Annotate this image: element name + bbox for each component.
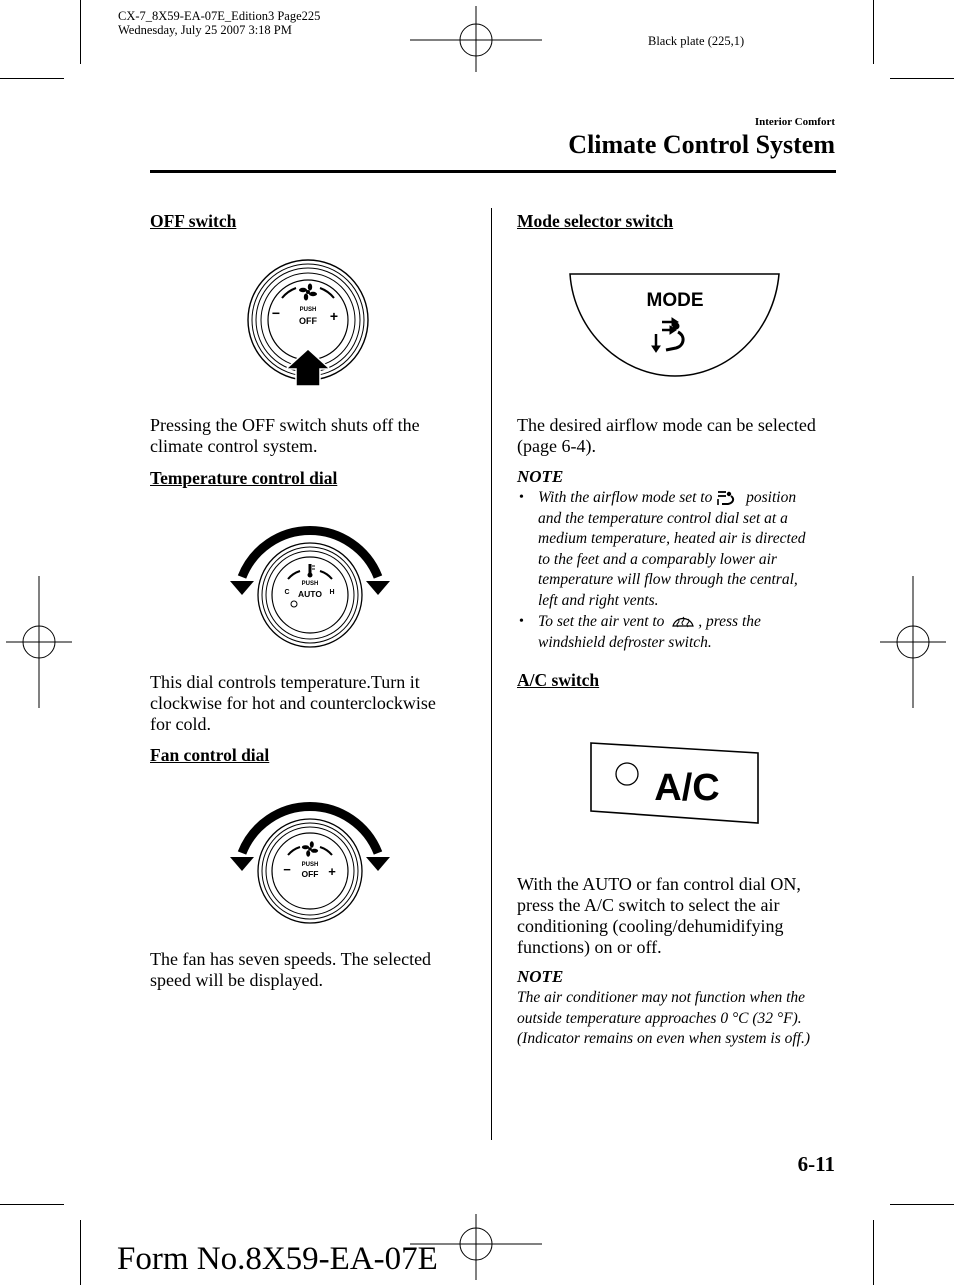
fan-dial-heading: Fan control dial [150, 745, 270, 765]
crop-mark [873, 0, 874, 64]
rotation-arrow-icon [242, 807, 378, 853]
note-line: temperature will flow through the central, [538, 571, 798, 588]
push-label: PUSH [299, 307, 317, 313]
text-line: This dial controls temperature.Turn it [150, 672, 420, 692]
plate-label: Black plate (225,1) [648, 34, 745, 48]
push-arrow-icon [286, 349, 330, 386]
note-line [538, 612, 847, 633]
indicator-icon [291, 601, 297, 607]
note-line: outside temperature approaches 0 °C (32 °F). [517, 1009, 802, 1027]
text-line: conditioning (cooling/dehumidifying [517, 916, 784, 936]
minus-label: − [283, 862, 291, 877]
fan-dial-figure [228, 793, 392, 925]
ac-button-figure [588, 740, 762, 826]
crop-mark [873, 1220, 874, 1285]
file-line: CX-7_8X59-EA-07E_Edition3 Page225 [118, 9, 321, 23]
registration-mark-left [6, 576, 72, 708]
crop-mark [890, 78, 954, 79]
crop-mark [0, 78, 64, 79]
fan-icon [299, 284, 317, 301]
form-number: Form No.8X59-EA-07E [117, 1241, 438, 1277]
text-line: for cold. [150, 714, 211, 734]
note-text: To set the air vent to [538, 613, 665, 630]
text-line: (page 6-4). [517, 436, 596, 456]
note-text: position [746, 489, 797, 506]
note-line: (Indicator remains on even when system is off.) [517, 1030, 811, 1047]
text-line: The desired airflow mode can be selected [517, 415, 816, 435]
text-line: clockwise for hot and counterclockwise [150, 693, 436, 713]
fan-dial-description [150, 949, 431, 991]
note-text: , press the [698, 613, 761, 630]
defroster-icon [672, 614, 694, 630]
note-line: to the feet and a comparably lower air [538, 550, 777, 568]
title-rule [150, 170, 836, 173]
temperature-dial-description [150, 672, 436, 735]
note-line: and the temperature control dial set at a [538, 509, 788, 527]
page-title: Climate Control System [568, 130, 835, 159]
temperature-dial-figure [228, 515, 392, 649]
off-switch-description [150, 415, 420, 457]
cold-label: C [284, 589, 290, 596]
bullet-icon: • [519, 614, 524, 629]
file-info [118, 9, 320, 37]
crop-mark [80, 0, 81, 64]
off-switch-heading: OFF switch [150, 211, 237, 231]
text-line: The fan has seven speeds. The selected [150, 949, 432, 969]
section-label: Interior Comfort [754, 116, 835, 128]
registration-mark-top [410, 6, 542, 72]
note-title: NOTE [517, 967, 564, 986]
note-line: medium temperature, heated air is directed [538, 530, 806, 547]
text-line: With the AUTO or fan control dial ON, [517, 874, 801, 894]
crop-mark [0, 1204, 64, 1205]
auto-label: AUTO [298, 589, 322, 599]
bilevel-mode-icon [716, 490, 738, 506]
date-line: Wednesday, July 25 2007 3:18 PM [118, 23, 292, 37]
mode-selector-heading: Mode selector switch [517, 211, 674, 231]
minus-label: − [271, 305, 281, 321]
note-line: windshield defroster switch. [538, 633, 712, 651]
text-line: functions) on or off. [517, 937, 662, 957]
note-line: The air conditioner may not function when the [517, 989, 806, 1006]
page-number: 6-11 [797, 1152, 835, 1176]
ac-label: A/C [654, 767, 720, 809]
temperature-dial-heading: Temperature control dial [150, 468, 338, 488]
note-title: NOTE [517, 467, 564, 486]
text-line: climate control system. [150, 436, 318, 456]
fan-icon [302, 841, 318, 856]
ac-note-text [517, 988, 847, 1050]
crop-mark [890, 1204, 954, 1205]
note-item-airflow [517, 488, 847, 611]
mode-label: MODE [646, 290, 704, 311]
push-label: PUSH [301, 862, 319, 868]
ac-switch-description [517, 874, 801, 958]
plus-label: + [328, 864, 336, 879]
off-label: OFF [299, 316, 317, 326]
text-line: speed will be displayed. [150, 970, 323, 990]
note-line [538, 488, 847, 509]
off-switch-dial-figure [246, 258, 370, 388]
thermometer-icon [308, 564, 316, 578]
hot-label: H [329, 589, 335, 596]
text-line: press the A/C switch to select the air [517, 895, 780, 915]
plus-label: + [329, 308, 339, 324]
bullet-icon: • [519, 490, 524, 505]
note-text: With the airflow mode set to [538, 489, 713, 506]
text-line: Pressing the OFF switch shuts off the [150, 415, 420, 435]
push-label: PUSH [301, 581, 319, 587]
off-label: OFF [301, 869, 319, 879]
registration-mark-right [880, 576, 946, 708]
mode-button-figure [568, 272, 782, 378]
note-item-defroster [517, 612, 847, 653]
mode-selector-description [517, 415, 816, 457]
column-divider [491, 208, 492, 1140]
crop-mark [80, 1220, 81, 1285]
note-line: left and right vents. [538, 591, 659, 609]
ac-switch-heading: A/C switch [517, 670, 600, 690]
